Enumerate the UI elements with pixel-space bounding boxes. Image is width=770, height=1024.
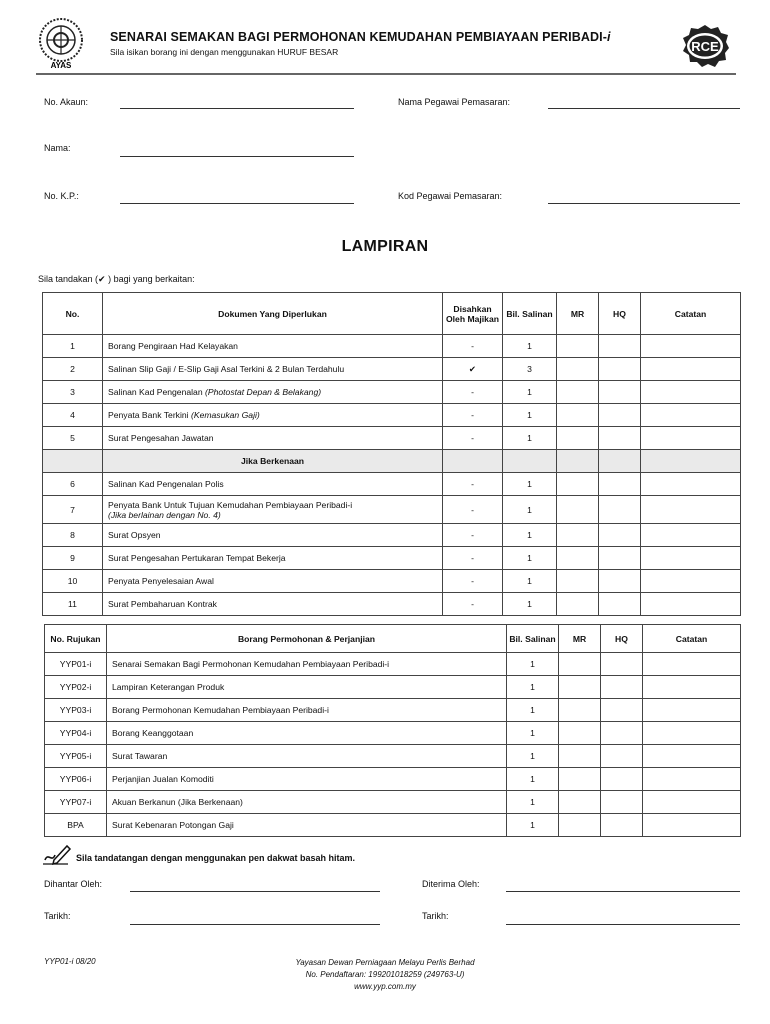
submitted-by-field[interactable] (130, 891, 380, 892)
table-row (45, 791, 741, 814)
notes-cell[interactable] (641, 358, 741, 381)
table-row (43, 570, 741, 593)
rce-logo (680, 24, 730, 68)
employer-verified-cell: - (443, 381, 503, 404)
hq-checkbox-cell[interactable] (601, 722, 643, 745)
mr-checkbox-cell[interactable] (557, 335, 599, 358)
mr-checkbox-cell[interactable] (557, 427, 599, 450)
document-title: Surat Pengesahan Pertukaran Tempat Bekerja (108, 553, 286, 563)
document-title: Salinan Kad Pengenalan (108, 387, 205, 397)
col-document: Dokumen Yang Diperlukan (103, 293, 443, 335)
copies-cell: 1 (507, 699, 559, 722)
col-employer-verified: Disahkan Oleh Majikan (443, 293, 503, 335)
row-number: 7 (43, 496, 103, 524)
employer-verified-cell: - (443, 547, 503, 570)
notes-cell[interactable] (641, 404, 741, 427)
copies-cell: 1 (503, 547, 557, 570)
hq-checkbox-cell[interactable] (601, 814, 643, 837)
table-row (45, 676, 741, 699)
col-form: Borang Permohonan & Perjanjian (107, 625, 507, 653)
notes-cell[interactable] (641, 593, 741, 616)
table-row (43, 524, 741, 547)
employer-verified-cell: - (443, 473, 503, 496)
notes-cell[interactable] (641, 381, 741, 404)
document-note: (Photostat Depan & Belakang) (205, 387, 322, 397)
page-heading: LAMPIRAN (341, 238, 429, 255)
hq-checkbox-cell[interactable] (601, 699, 643, 722)
marketing-officer-code-field[interactable] (548, 203, 740, 204)
employer-verified-cell: ✔ (443, 358, 503, 381)
form-name: Senarai Semakan Bagi Permohonan Kemudahan Pembiayaan Peribadi-i (107, 653, 507, 676)
notes-cell[interactable] (643, 745, 741, 768)
ic-number-field[interactable] (120, 203, 354, 204)
date-left-label: Tarikh: (44, 911, 71, 921)
mr-checkbox-cell[interactable] (559, 722, 601, 745)
svg-text:AYAS: AYAS (50, 61, 72, 70)
mr-checkbox-cell[interactable] (557, 473, 599, 496)
mr-checkbox-cell[interactable] (559, 699, 601, 722)
mr-checkbox-cell[interactable] (557, 593, 599, 616)
document-note: (Kemasukan Gaji) (190, 410, 260, 420)
table-row (45, 699, 741, 722)
document-title: Salinan Kad Pengenalan Polis (108, 479, 224, 489)
form-name: Perjanjian Jualan Komoditi (107, 768, 507, 791)
footer-organization (0, 957, 770, 993)
table-row (43, 547, 741, 570)
employer-verified-cell: - (443, 570, 503, 593)
row-number: 3 (43, 381, 103, 404)
hq-checkbox-cell[interactable] (599, 473, 641, 496)
employer-verified-cell: - (443, 335, 503, 358)
name-field[interactable] (120, 156, 354, 157)
marketing-officer-name-label: Nama Pegawai Pemasaran: (398, 97, 511, 107)
form-name: Borang Permohonan Kemudahan Pembiayaan Peribadi-i (107, 699, 507, 722)
reference-number: YYP03-i (45, 699, 107, 722)
submitted-by-label: Dihantar Oleh: (44, 879, 103, 889)
website: www.yyp.com.my (354, 982, 416, 991)
reference-number: YYP02-i (45, 676, 107, 699)
copies-cell: 1 (507, 814, 559, 837)
copies-cell: 1 (503, 473, 557, 496)
row-number: 8 (43, 524, 103, 547)
copies-cell: 1 (507, 653, 559, 676)
reference-number: YYP01-i (45, 653, 107, 676)
document-name (103, 524, 443, 547)
copies-cell: 1 (507, 676, 559, 699)
notes-cell[interactable] (641, 570, 741, 593)
form-name: Akuan Berkanun (Jika Berkenaan) (107, 791, 507, 814)
col-mr: MR (557, 293, 599, 335)
mr-checkbox-cell[interactable] (557, 358, 599, 381)
document-title: Surat Pengesahan Jawatan (108, 433, 214, 443)
table-row (43, 335, 741, 358)
mr-checkbox-cell[interactable] (559, 791, 601, 814)
form-name: Borang Keanggotaan (107, 722, 507, 745)
row-number: 10 (43, 570, 103, 593)
copies-cell: 3 (503, 358, 557, 381)
name-label: Nama: (44, 143, 71, 153)
date-left-field[interactable] (130, 924, 380, 925)
mr-checkbox-cell[interactable] (559, 653, 601, 676)
form-name: Surat Kebenaran Potongan Gaji (107, 814, 507, 837)
reference-number: YYP04-i (45, 722, 107, 745)
table-row (45, 745, 741, 768)
document-name (103, 473, 443, 496)
notes-cell[interactable] (641, 335, 741, 358)
hq-checkbox-cell[interactable] (601, 676, 643, 699)
document-title: Surat Opsyen (108, 530, 161, 540)
mr-checkbox-cell[interactable] (557, 547, 599, 570)
col-no: No. (43, 293, 103, 335)
document-name (103, 381, 443, 404)
document-title: Penyata Penyelesaian Awal (108, 576, 214, 586)
row-number: 9 (43, 547, 103, 570)
form-code: YYP01-i 08/20 (44, 957, 96, 966)
subheader-if-applicable: Jika Berkenaan (103, 450, 443, 473)
form-title: SENARAI SEMAKAN BAGI PERMOHONAN KEMUDAHAN PEMBIAYAAN PERIBADI-i (110, 30, 611, 44)
copies-cell: 1 (503, 496, 557, 524)
notes-cell[interactable] (643, 653, 741, 676)
document-name (103, 404, 443, 427)
document-title: Salinan Slip Gaji / E-Slip Gaji Asal Terkini & 2 Bulan Terdahulu (108, 364, 345, 374)
col-hq: HQ (601, 625, 643, 653)
mr-checkbox-cell[interactable] (559, 676, 601, 699)
employer-verified-cell: - (443, 524, 503, 547)
marketing-officer-name-field[interactable] (548, 108, 740, 109)
document-note: (Jika berlainan dengan No. 4) (108, 509, 221, 520)
mr-checkbox-cell[interactable] (557, 496, 599, 524)
copies-cell: 1 (503, 570, 557, 593)
col-notes: Catatan (641, 293, 741, 335)
yayasan-logo (36, 16, 86, 70)
hq-checkbox-cell[interactable] (599, 381, 641, 404)
notes-cell[interactable] (643, 722, 741, 745)
col-hq: HQ (599, 293, 641, 335)
form-subtitle: Sila isikan borang ini dengan menggunakan HURUF BESAR (110, 47, 339, 57)
copies-cell: 1 (507, 768, 559, 791)
mr-checkbox-cell[interactable] (559, 745, 601, 768)
reference-number: YYP07-i (45, 791, 107, 814)
hq-checkbox-cell[interactable] (599, 427, 641, 450)
employer-verified-cell: - (443, 404, 503, 427)
organization-name: Yayasan Dewan Perniagaan Melayu Perlis Berhad (295, 958, 475, 967)
copies-cell: 1 (507, 791, 559, 814)
notes-cell[interactable] (643, 814, 741, 837)
hq-checkbox-cell[interactable] (599, 358, 641, 381)
notes-cell[interactable] (643, 768, 741, 791)
employer-verified-cell: - (443, 496, 503, 524)
hq-checkbox-cell[interactable] (599, 335, 641, 358)
account-number-field[interactable] (120, 108, 354, 109)
copies-cell: 1 (507, 722, 559, 745)
document-name (103, 358, 443, 381)
notes-cell[interactable] (643, 791, 741, 814)
copies-cell: 1 (503, 593, 557, 616)
account-number-label: No. Akaun: (44, 97, 89, 107)
copies-cell: 1 (503, 404, 557, 427)
copies-cell: 1 (503, 524, 557, 547)
table-row (43, 404, 741, 427)
table-row (45, 722, 741, 745)
form-name: Lampiran Keterangan Produk (107, 676, 507, 699)
table-row (45, 814, 741, 837)
document-title: Borang Pengiraan Had Kelayakan (108, 341, 238, 351)
copies-cell: 1 (507, 745, 559, 768)
mr-checkbox-cell[interactable] (557, 570, 599, 593)
table-row (43, 381, 741, 404)
signature-instruction: Sila tandatangan dengan menggunakan pen dakwat basah hitam. (76, 853, 356, 863)
col-copies: Bil. Salinan (503, 293, 557, 335)
table-row (43, 473, 741, 496)
mr-checkbox-cell[interactable] (557, 524, 599, 547)
table-row (45, 768, 741, 791)
employer-verified-cell: - (443, 427, 503, 450)
reference-number: BPA (45, 814, 107, 837)
ic-number-label: No. K.P.: (44, 191, 79, 201)
mr-checkbox-cell[interactable] (557, 404, 599, 427)
col-mr: MR (559, 625, 601, 653)
header-divider (36, 73, 736, 75)
table-row (43, 358, 741, 381)
document-title: Penyata Bank Terkini (108, 410, 191, 420)
reference-number: YYP05-i (45, 745, 107, 768)
document-name (103, 335, 443, 358)
row-number: 2 (43, 358, 103, 381)
document-name (103, 547, 443, 570)
table-row (43, 427, 741, 450)
mr-checkbox-cell[interactable] (559, 768, 601, 791)
instruction-text: Sila tandakan (✔ ) bagi yang berkaitan: (38, 274, 195, 284)
hq-checkbox-cell[interactable] (599, 547, 641, 570)
date-right-field[interactable] (506, 924, 740, 925)
document-title: Surat Pembaharuan Kontrak (108, 599, 217, 609)
copies-cell: 1 (503, 427, 557, 450)
hq-checkbox-cell[interactable] (599, 570, 641, 593)
reference-number: YYP06-i (45, 768, 107, 791)
svg-text:RCE: RCE (691, 39, 719, 54)
received-by-label: Diterima Oleh: (422, 879, 480, 889)
notes-cell[interactable] (641, 524, 741, 547)
marketing-officer-code-label: Kod Pegawai Pemasaran: (398, 191, 503, 201)
mr-checkbox-cell[interactable] (557, 381, 599, 404)
date-right-label: Tarikh: (422, 911, 449, 921)
row-number: 6 (43, 473, 103, 496)
hq-checkbox-cell[interactable] (599, 593, 641, 616)
notes-cell[interactable] (641, 427, 741, 450)
row-number: 4 (43, 404, 103, 427)
received-by-field[interactable] (506, 891, 740, 892)
document-name (103, 593, 443, 616)
registration-number: No. Pendaftaran: 199201018259 (249763-U) (305, 970, 465, 979)
copies-cell: 1 (503, 381, 557, 404)
col-reference-no: No. Rujukan (45, 625, 107, 653)
document-name (103, 496, 443, 524)
copies-cell: 1 (503, 335, 557, 358)
document-title: Penyata Bank Untuk Tujuan Kemudahan Pembiayaan Peribadi-i (108, 499, 353, 510)
document-name (103, 427, 443, 450)
hq-checkbox-cell[interactable] (601, 791, 643, 814)
notes-cell[interactable] (641, 547, 741, 570)
hq-checkbox-cell[interactable] (601, 653, 643, 676)
row-number: 5 (43, 427, 103, 450)
col-notes: Catatan (643, 625, 741, 653)
mr-checkbox-cell[interactable] (559, 814, 601, 837)
notes-cell[interactable] (641, 496, 741, 524)
application-forms-table (44, 624, 741, 837)
document-name (103, 570, 443, 593)
table-row (43, 496, 741, 524)
hq-checkbox-cell[interactable] (599, 496, 641, 524)
table-row (45, 653, 741, 676)
notes-cell[interactable] (641, 473, 741, 496)
hq-checkbox-cell[interactable] (599, 404, 641, 427)
notes-cell[interactable] (643, 699, 741, 722)
col-copies: Bil. Salinan (507, 625, 559, 653)
required-documents-table (42, 292, 741, 616)
form-name: Surat Tawaran (107, 745, 507, 768)
hq-checkbox-cell[interactable] (601, 745, 643, 768)
row-number: 11 (43, 593, 103, 616)
pen-signature-icon (42, 843, 72, 867)
notes-cell[interactable] (643, 676, 741, 699)
row-number: 1 (43, 335, 103, 358)
hq-checkbox-cell[interactable] (601, 768, 643, 791)
table-row (43, 593, 741, 616)
hq-checkbox-cell[interactable] (599, 524, 641, 547)
employer-verified-cell: - (443, 593, 503, 616)
